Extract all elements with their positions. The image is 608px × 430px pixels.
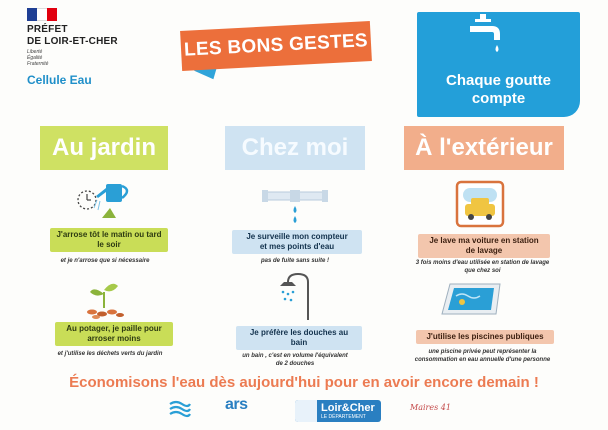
tip-jardin-1-tag: J'arrose tôt le matin ou tard le soir <box>50 228 168 252</box>
column-header-chez-moi: Chez moi <box>225 126 365 170</box>
tip-chez-moi-2-note: un bain , c'est en volume l'équivalent de 2 douches <box>242 353 348 367</box>
column-header-jardin: Au jardin <box>40 126 168 170</box>
loir-et-cher-logo: Loir&Cher LE DÉPARTEMENT <box>295 400 381 422</box>
tip-exterieur-1-tag: Je lave ma voiture en station de lavage <box>418 234 550 258</box>
drop-card-line2: compte <box>471 90 526 107</box>
swimming-pool-icon <box>440 282 506 316</box>
prefect-title-line1: PRÉFET <box>27 24 68 35</box>
drop-card-line1: Chaque goutte <box>446 72 551 89</box>
prefect-title-line2: DE LOIR-ET-CHER <box>27 36 118 47</box>
cellule-eau-label: Cellule Eau <box>27 73 92 87</box>
water-agency-logo-icon <box>168 398 192 418</box>
ars-logo: ars <box>225 396 248 413</box>
mulch-plant-icon <box>82 278 128 320</box>
tip-exterieur-2-note: une piscine privée peut représenter la consommation en eau annuelle d'une personne <box>414 349 551 363</box>
republic-motto: Liberté Égalité Fraternité <box>27 49 49 67</box>
slogan: Économisons l'eau dès aujourd'hui pour en avoir encore demain ! <box>69 374 539 391</box>
tip-chez-moi-2-tag: Je préfère les douches au bain <box>236 326 362 350</box>
tip-chez-moi-1-tag: Je surveille mon compteur et mes points d'eau <box>232 230 362 254</box>
watering-can-icon <box>76 178 134 222</box>
french-flag-icon <box>27 8 57 21</box>
water-pipe-icon <box>262 186 328 226</box>
maires-41-logo: Maires 41 <box>410 403 451 412</box>
shower-icon <box>274 272 318 322</box>
tip-jardin-2-note: et j'utilise les déchets verts du jardin <box>57 351 163 357</box>
tip-jardin-2-tag: Au potager, je paille pour arroser moins <box>55 322 173 346</box>
column-header-exterieur: À l'extérieur <box>404 126 564 170</box>
tip-chez-moi-1-note: pas de fuite sans suite ! <box>260 258 330 264</box>
faucet-icon <box>470 14 510 58</box>
car-wash-icon <box>455 180 505 228</box>
tip-exterieur-1-note: 3 fois moins d'eau utilisée en station de lavage que chez soi <box>415 260 550 274</box>
page-title: LES BONS GESTES <box>180 21 372 71</box>
tip-jardin-1-note: et je n'arrose que si nécessaire <box>60 258 150 264</box>
tip-exterieur-2-tag: J'utilise les piscines publiques <box>416 330 554 344</box>
